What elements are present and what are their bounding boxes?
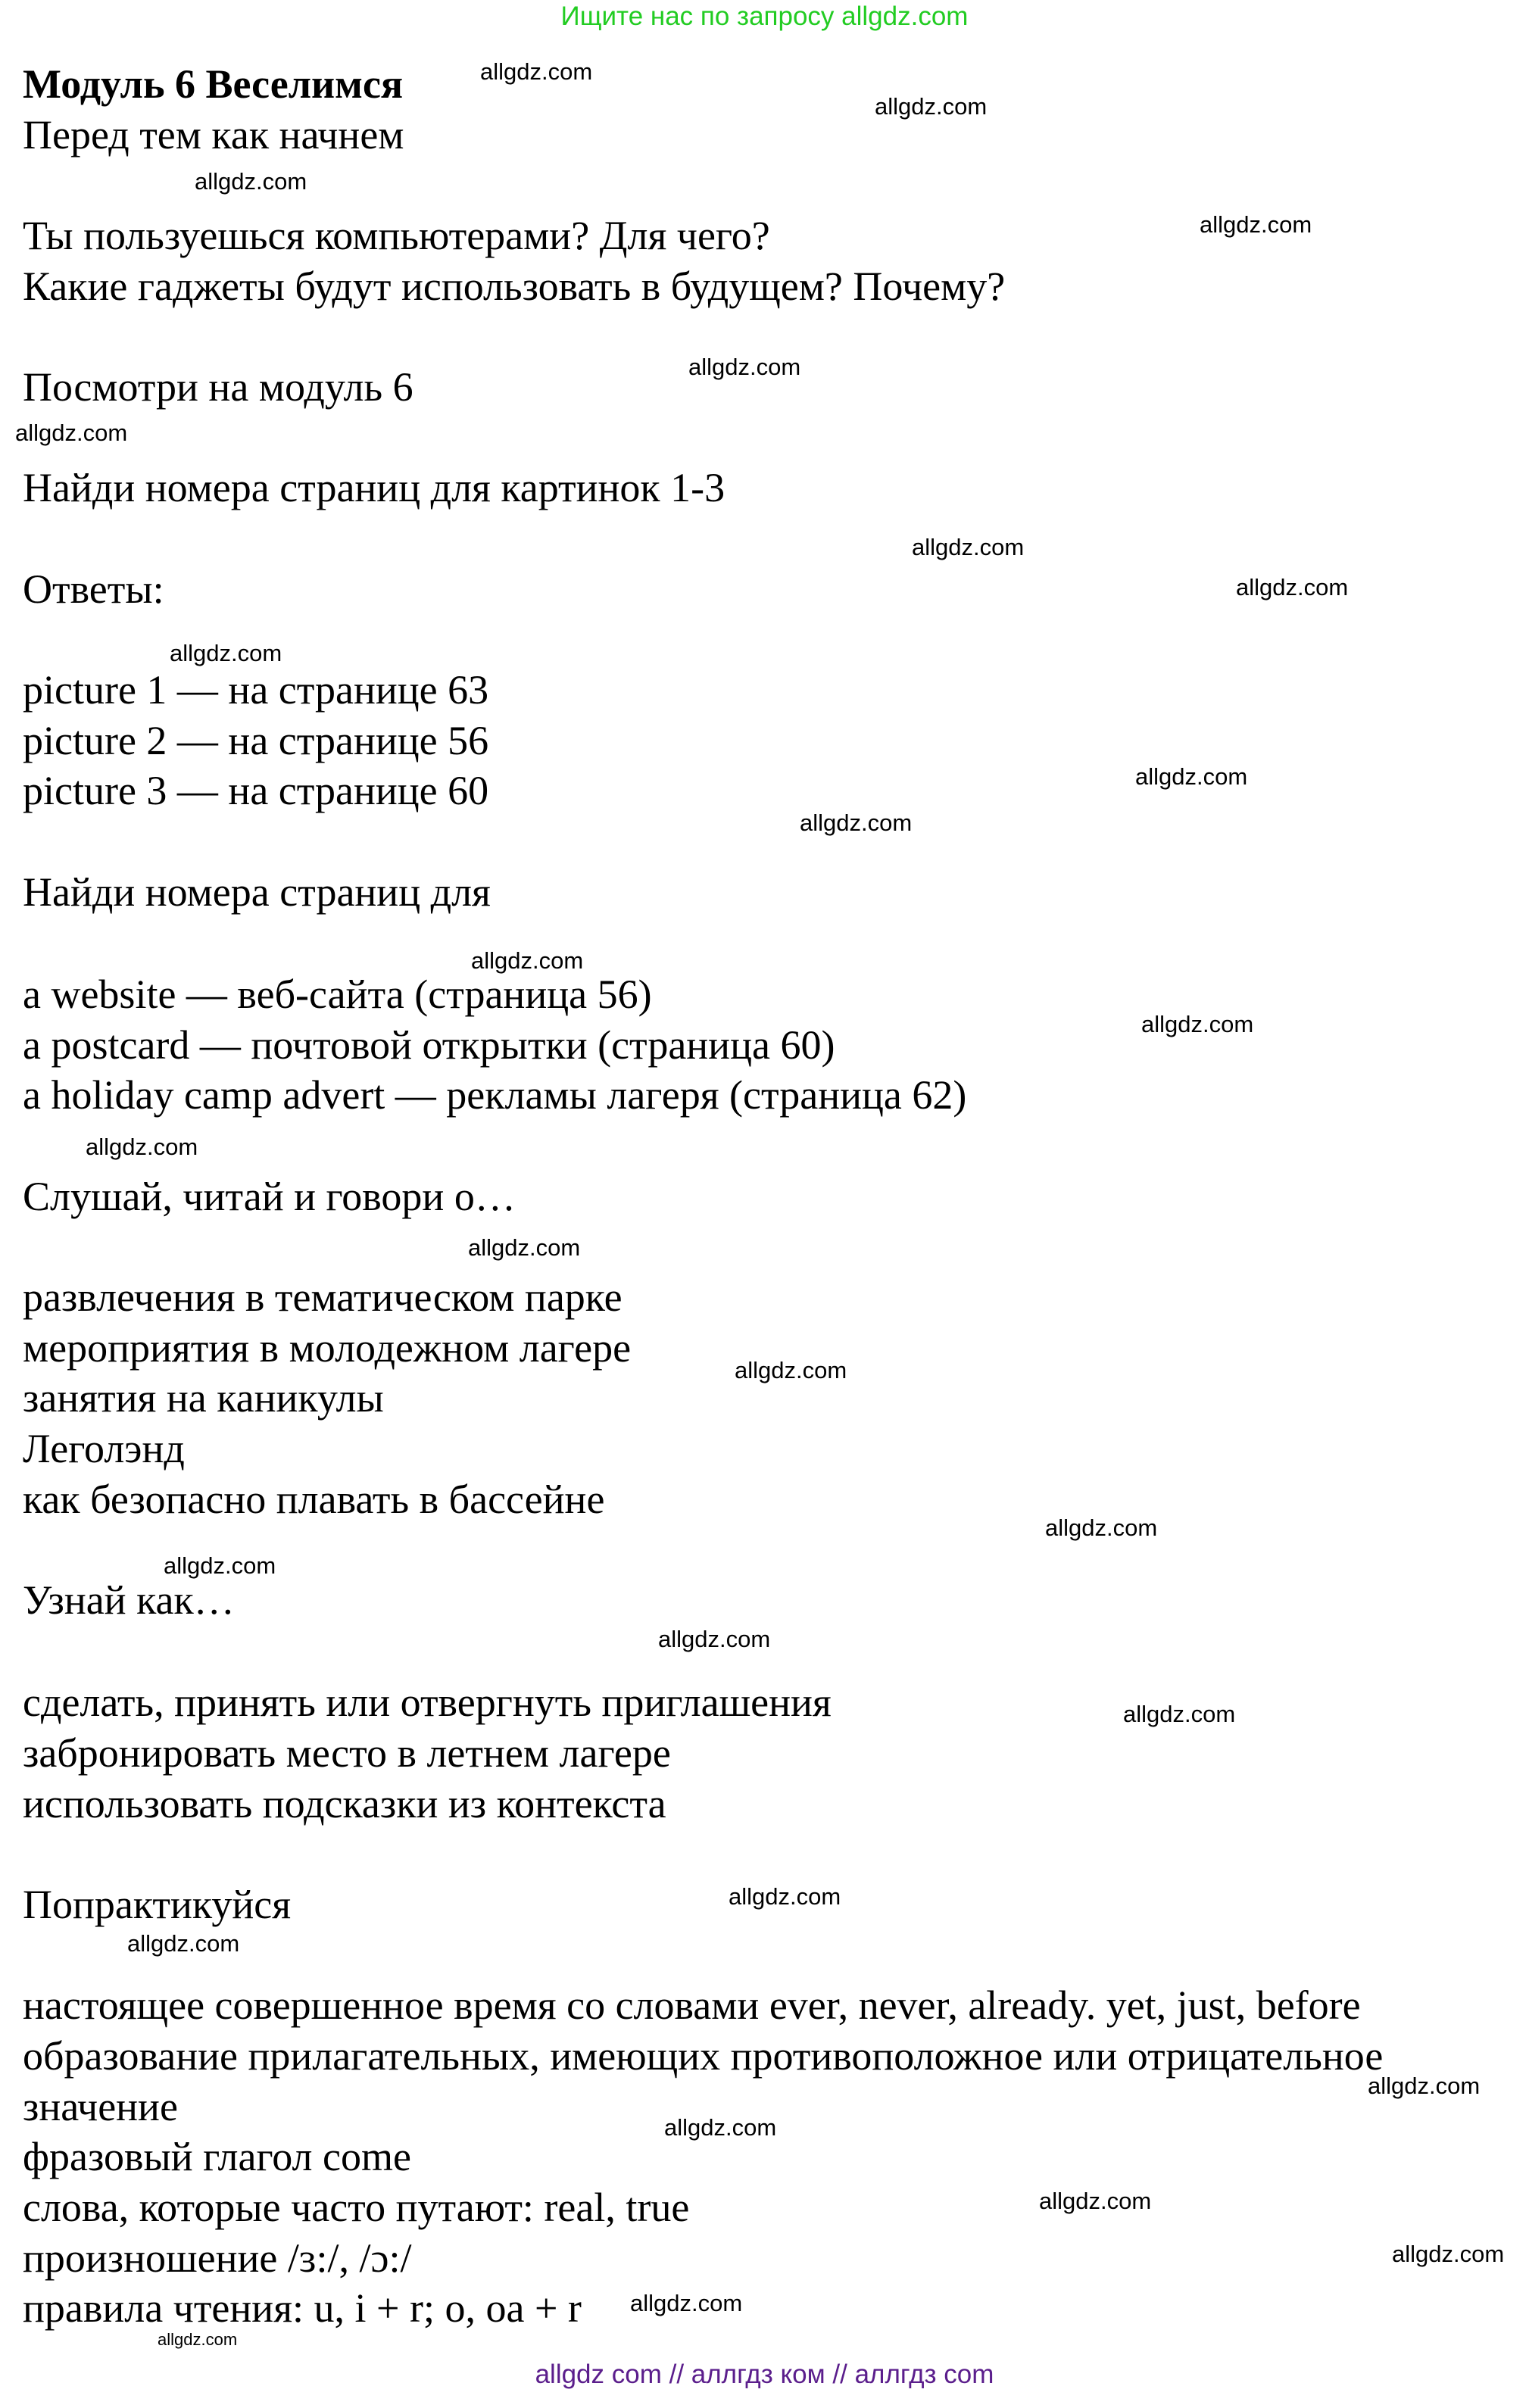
list-item: занятия на каникулы xyxy=(23,1375,384,1421)
search-banner[interactable]: Ищите нас по запросу allgdz.com xyxy=(560,2,969,31)
watermark: allgdz.com xyxy=(480,58,593,85)
watermark: allgdz.com xyxy=(170,640,282,666)
section-heading: Попрактикуйся xyxy=(23,1882,292,1927)
watermark: allgdz.com xyxy=(800,809,913,836)
answer-line: picture 2 — на странице 56 xyxy=(23,718,489,763)
watermark: allgdz.com xyxy=(875,93,988,120)
watermark: allgdz.com xyxy=(86,1134,198,1160)
watermark: allgdz.com xyxy=(1045,1514,1158,1541)
list-item: правила чтения: u, i + r; o, oa + r xyxy=(23,2285,582,2331)
watermark: allgdz.com xyxy=(1039,2188,1152,2214)
list-item: слова, которые часто путают: real, true xyxy=(23,2185,690,2230)
list-item: фразовый глагол come xyxy=(23,2134,411,2179)
section-heading: Слушай, читай и говори о… xyxy=(23,1174,516,1219)
watermark: allgdz.com xyxy=(630,2290,743,2316)
watermark: allgdz.com xyxy=(658,1626,771,1652)
text-line: Ты пользуешься компьютерами? Для чего? xyxy=(23,213,770,258)
answer-line: a holiday camp advert — рекламы лагеря (страница 62) xyxy=(23,1072,967,1118)
list-item: мероприятия в молодежном лагере xyxy=(23,1325,632,1371)
watermark: allgdz.com xyxy=(1368,2073,1481,2099)
list-item: сделать, принять или отвергнуть приглашения xyxy=(23,1680,832,1725)
watermark: allgdz.com xyxy=(15,420,128,446)
list-item: Леголэнд xyxy=(23,1426,185,1471)
watermark: allgdz.com xyxy=(1236,574,1349,600)
list-item: как безопасно плавать в бассейне xyxy=(23,1477,605,1522)
answer-line: a postcard — почтовой открытки (страница 60) xyxy=(23,1022,835,1068)
answer-line: picture 1 — на странице 63 xyxy=(23,667,489,713)
section-heading: Узнай как… xyxy=(23,1577,235,1623)
watermark: allgdz.com xyxy=(1123,1701,1236,1727)
watermark: allgdz.com xyxy=(158,2330,238,2349)
list-item: значение xyxy=(23,2084,178,2129)
watermark: allgdz.com xyxy=(1200,211,1312,238)
footer-links[interactable]: allgdz com // аллгдз ком // аллгдз com xyxy=(535,2360,994,2389)
list-item: произношение /ɜ:/, /ɔ:/ xyxy=(23,2235,412,2281)
text-line: Какие гаджеты будут использовать в будущем? Почему? xyxy=(23,264,1006,309)
answer-line: picture 3 — на странице 60 xyxy=(23,768,489,813)
watermark: allgdz.com xyxy=(468,1234,581,1261)
watermark: allgdz.com xyxy=(912,534,1025,560)
watermark: allgdz.com xyxy=(729,1883,841,1910)
watermark: allgdz.com xyxy=(1135,763,1248,790)
module-title: Модуль 6 Веселимся xyxy=(23,61,404,107)
list-item: использовать подсказки из контекста xyxy=(23,1781,666,1826)
section-heading: Посмотри на модуль 6 xyxy=(23,364,413,410)
list-item: развлечения в тематическом парке xyxy=(23,1274,623,1320)
watermark: allgdz.com xyxy=(664,2114,777,2141)
watermark: allgdz.com xyxy=(688,354,801,380)
list-item: образование прилагательных, имеющих противоположное или отрицательное xyxy=(23,2033,1384,2079)
watermark: allgdz.com xyxy=(127,1930,240,1957)
watermark: allgdz.com xyxy=(164,1552,276,1579)
answer-line: a website — веб-сайта (страница 56) xyxy=(23,972,652,1017)
watermark: allgdz.com xyxy=(735,1357,847,1383)
watermark: allgdz.com xyxy=(1141,1011,1254,1037)
text-line: Найди номера страниц для картинок 1-3 xyxy=(23,465,725,510)
watermark: allgdz.com xyxy=(471,947,584,974)
list-item: забронировать место в летнем лагере xyxy=(23,1730,671,1776)
watermark: allgdz.com xyxy=(195,168,307,195)
list-item: настоящее совершенное время со словами ever, never, already. yet, just, before xyxy=(23,1982,1361,2028)
answers-label: Ответы: xyxy=(23,566,164,612)
text-line: Найди номера страниц для xyxy=(23,869,491,915)
section-heading: Перед тем как начнем xyxy=(23,112,404,158)
watermark: allgdz.com xyxy=(1392,2241,1505,2267)
